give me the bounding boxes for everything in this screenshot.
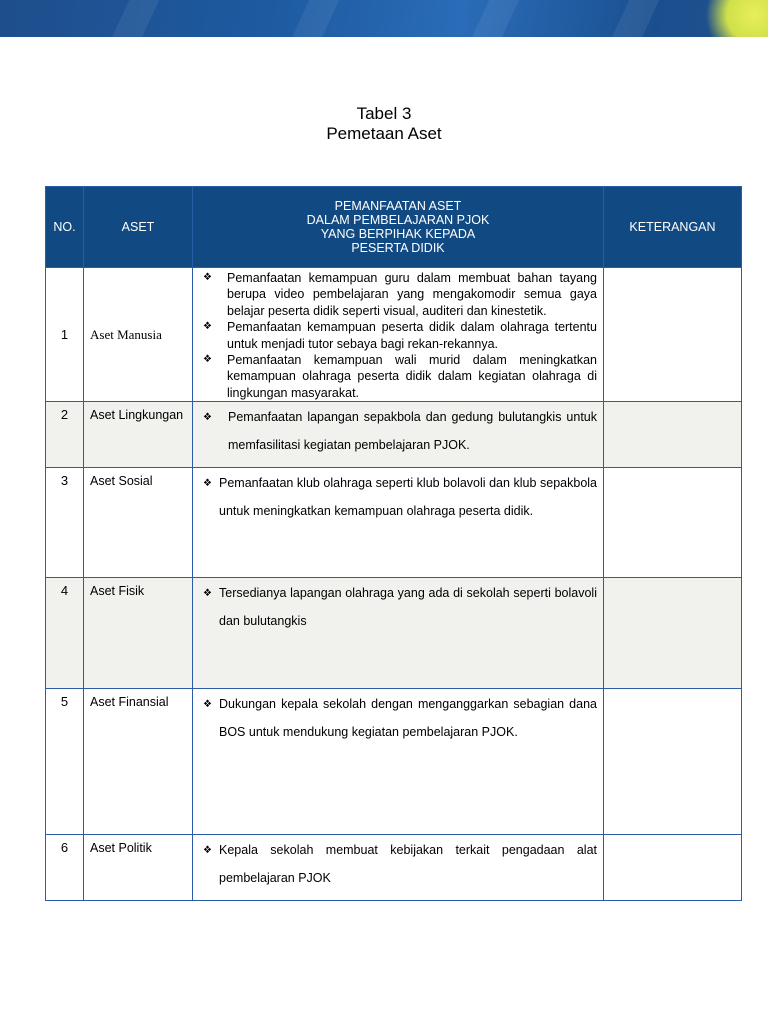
diamond-bullet-icon: ❖ [203, 699, 212, 711]
banner-stripe [106, 0, 164, 37]
list-item [203, 470, 597, 525]
table-number: Tabel 3 [356, 104, 412, 123]
row-aset: Aset Finansial [84, 689, 193, 835]
header-banner [0, 0, 768, 37]
row-keterangan [604, 402, 742, 468]
header-pemanfaatan-line: YANG BERPIHAK KEPADA [320, 227, 476, 241]
banner-stripe [286, 0, 344, 37]
list-item [203, 837, 597, 892]
header-pemanfaatan [193, 187, 604, 268]
item-text: Kepala sekolah membuat kebijakan terkait pengadaan alat pembelajaran PJOK [219, 843, 597, 885]
diamond-bullet-icon: ❖ [203, 412, 212, 424]
table-row [46, 468, 742, 578]
row-pemanfaatan [193, 578, 604, 689]
diamond-bullet-icon: ❖ [203, 845, 212, 857]
banner-stripe [466, 0, 524, 37]
header-keterangan: KETERANGAN [604, 187, 742, 268]
row-keterangan [604, 835, 742, 901]
row-keterangan [604, 468, 742, 578]
row-number: 1 [46, 268, 84, 402]
row-pemanfaatan [193, 468, 604, 578]
table-row [46, 268, 742, 402]
row-pemanfaatan [193, 835, 604, 901]
header-pemanfaatan-line: PESERTA DIDIK [351, 241, 445, 255]
header-pemanfaatan-line: PEMANFAATAN ASET [334, 199, 462, 213]
banner-accent [698, 0, 768, 37]
row-number: 6 [46, 835, 84, 901]
row-aset: Aset Manusia [84, 268, 193, 402]
list-item [203, 404, 597, 459]
row-aset: Aset Sosial [84, 468, 193, 578]
row-pemanfaatan [193, 689, 604, 835]
row-number: 4 [46, 578, 84, 689]
item-text: Pemanfaatan lapangan sepakbola dan gedung bulutangkis untuk memfasilitasi kegiatan pembelajaran PJOK. [228, 410, 597, 452]
item-text: Pemanfaatan kemampuan wali murid dalam meningkatkan kemampuan olahraga peserta didik dalam kegiatan olahraga di lingkungan masyarakat. [227, 353, 597, 400]
list-item [203, 580, 597, 635]
row-aset: Aset Fisik [84, 578, 193, 689]
header-no: NO. [46, 187, 84, 268]
list-item [203, 691, 597, 746]
item-text: Dukungan kepala sekolah dengan menganggarkan sebagian dana BOS untuk mendukung kegiatan pembelajaran PJOK. [219, 697, 597, 739]
row-keterangan [604, 578, 742, 689]
row-number: 3 [46, 468, 84, 578]
list-item [203, 352, 597, 401]
item-text: Pemanfaatan kemampuan peserta didik dalam olahraga tertentu untuk menjadi tutor sebaya bagi rekan-rekannya. [227, 320, 597, 351]
table-header-row [46, 187, 742, 268]
row-number: 2 [46, 402, 84, 468]
table-row [46, 835, 742, 901]
table-row [46, 689, 742, 835]
diamond-bullet-icon: ❖ [203, 321, 212, 333]
asset-mapping-table [45, 186, 742, 901]
row-aset: Aset Politik [84, 835, 193, 901]
diamond-bullet-icon: ❖ [203, 272, 212, 283]
diamond-bullet-icon: ❖ [203, 354, 212, 366]
diamond-bullet-icon: ❖ [203, 478, 212, 490]
diamond-bullet-icon: ❖ [203, 588, 212, 600]
table-row [46, 578, 742, 689]
table-row [46, 402, 742, 468]
list-item [203, 319, 597, 352]
row-keterangan [604, 268, 742, 402]
row-number: 5 [46, 689, 84, 835]
item-text: Pemanfaatan kemampuan guru dalam membuat bahan tayang berupa video pembelajaran yang mengakomodir semua gaya belajar peserta didik seperti visual, auditeri dan kinestetik. [227, 271, 597, 318]
row-keterangan [604, 689, 742, 835]
row-pemanfaatan [193, 402, 604, 468]
header-aset: ASET [84, 187, 193, 268]
item-text: Pemanfaatan klub olahraga seperti klub bolavoli dan klub sepakbola untuk meningkatkan kemampuan olahraga peserta didik. [219, 476, 597, 518]
row-aset: Aset Lingkungan [84, 402, 193, 468]
list-item [203, 270, 597, 319]
header-pemanfaatan-line: DALAM PEMBELAJARAN PJOK [306, 213, 490, 227]
banner-stripe [606, 0, 664, 37]
item-text: Tersedianya lapangan olahraga yang ada di sekolah seperti bolavoli dan bulutangkis [219, 586, 597, 628]
table-title: Pemetaan Aset [326, 124, 442, 143]
row-pemanfaatan [193, 268, 604, 402]
